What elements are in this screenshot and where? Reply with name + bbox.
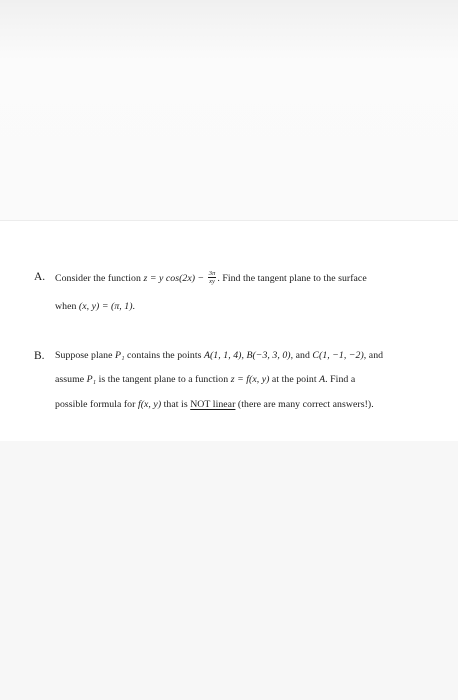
- fraction-denominator: xy: [209, 278, 215, 285]
- point-a-ref: A: [319, 374, 326, 385]
- problem-b-text-2d: . Find a: [325, 374, 356, 385]
- points-a-b: A(1, 1, 4), B(−3, 3, 0),: [203, 350, 294, 361]
- problem-b-text-1d: , and: [363, 350, 384, 361]
- problem-a-point: (x, y) = (π, 1): [78, 301, 133, 312]
- function-f: f(x, y): [137, 399, 162, 410]
- problem-b-line-3: [55, 399, 374, 410]
- function-z: z = f(x, y): [230, 374, 270, 385]
- plane-p1-ref: P₁: [86, 374, 97, 385]
- plane-p1: P₁: [115, 350, 125, 361]
- problem-b-line-2: [55, 374, 355, 385]
- problem-b-text-1a: Suppose plane: [55, 350, 116, 361]
- problem-b-text-1c: and: [293, 350, 313, 361]
- problem-b-text-3a: possible formula for: [55, 399, 138, 410]
- problem-b-text-2b: is the tangent plane to a function: [96, 374, 231, 385]
- problem-a-text: Consider the function: [55, 272, 144, 284]
- document-page: [0, 220, 458, 442]
- problem-a-text-continued: . Find the tangent plane to the surface: [217, 272, 367, 284]
- problem-a-function: z = y cos(2x) −: [143, 272, 207, 284]
- problem-b-letter: B.: [34, 350, 45, 362]
- not-linear-emphasis: NOT linear: [190, 399, 236, 410]
- fraction-numerator: 3π: [208, 270, 216, 277]
- problem-b-line-1: [55, 350, 383, 361]
- problem-a-period: .: [132, 301, 136, 312]
- problem-a-line-2: [55, 301, 135, 312]
- problem-b-text-2c: at the point: [269, 374, 320, 385]
- bottom-background: [0, 441, 458, 700]
- problem-a-fraction: [208, 270, 217, 285]
- problem-b-text-3c: (there are many correct answers!).: [235, 399, 374, 410]
- top-background: [0, 0, 458, 220]
- problem-b-text-1b: contains the points: [124, 350, 204, 361]
- problem-a-letter: A.: [34, 271, 46, 283]
- problem-a-line-1: [55, 271, 367, 286]
- problem-b-text-3b: that is: [161, 399, 191, 410]
- problem-b-text-2a: assume: [55, 374, 87, 385]
- problem-a-when: when: [55, 301, 79, 312]
- point-c: C(1, −1, −2): [312, 350, 364, 361]
